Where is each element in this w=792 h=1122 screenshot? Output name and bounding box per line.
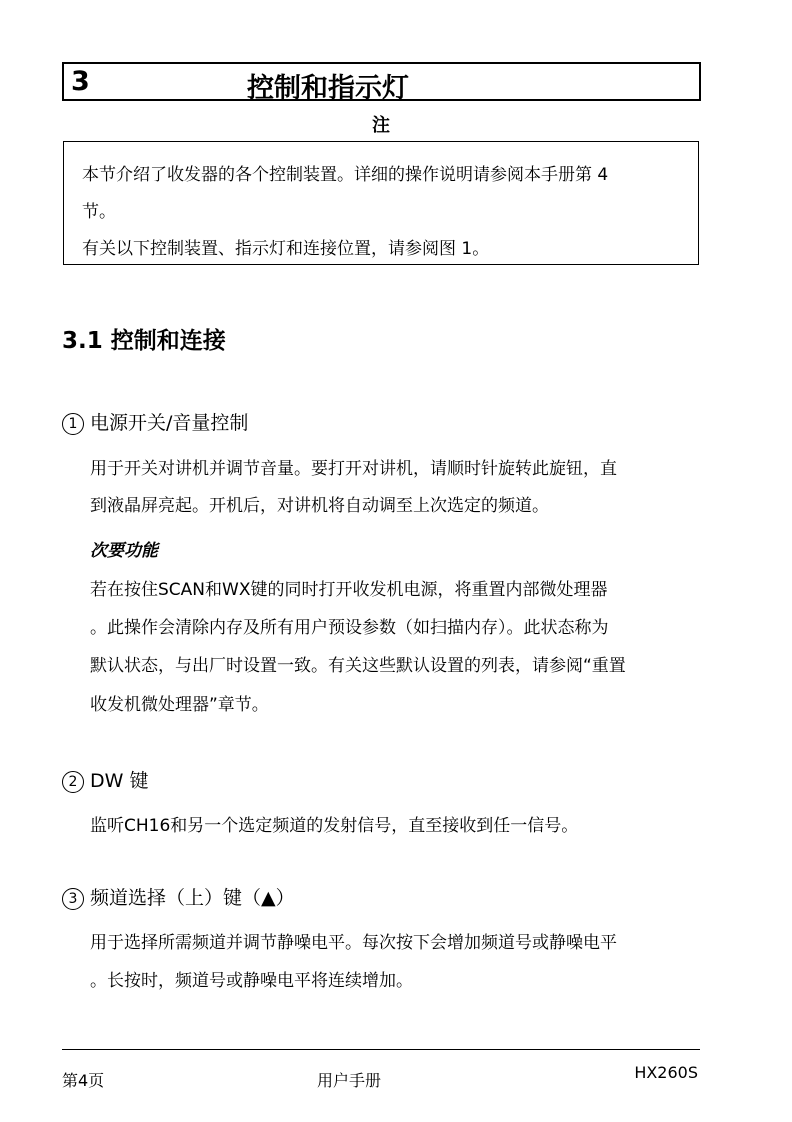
circled-number-marker: 2 — [62, 771, 84, 793]
body-line: 。长按时，频道号或静噪电平将连续增加。 — [90, 971, 413, 991]
footer-manual-title: 用户手册 — [317, 1071, 382, 1090]
item-heading-channel-up-key — [62, 883, 295, 910]
chapter-title-box — [62, 62, 701, 104]
chapter-number: 3 — [71, 66, 90, 97]
body-line: 。此操作会清除内存及所有用户预设参数（如扫描内存）。此状态称为 — [90, 618, 609, 638]
note-line: 有关以下控制装置、指示灯和连接位置，请参阅图 1。 — [82, 239, 490, 259]
item-heading-power-volume — [62, 408, 248, 435]
circled-number-marker: 1 — [62, 413, 84, 435]
body-line: 监听CH16和另一个选定频道的发射信号，直至接收到任一信号。 — [90, 816, 579, 836]
body-line: 默认状态，与出厂时设置一致。有关这些默认设置的列表，请参阅“重置 — [90, 656, 626, 676]
section-heading: 3.1 控制和连接 — [62, 328, 226, 354]
item-title: 电源开关/音量控制 — [90, 412, 249, 434]
footer-model: HX260S — [634, 1063, 698, 1082]
footer-page-number: 第4页 — [62, 1071, 105, 1090]
note-label: 注 — [372, 115, 390, 136]
sub-heading: 次要功能 — [90, 541, 158, 561]
body-line: 用于开关对讲机并调节音量。要打开对讲机，请顺时针旋转此旋钮，直 — [90, 459, 617, 479]
note-box — [63, 141, 699, 265]
note-line: 节。 — [82, 202, 116, 222]
note-line: 本节介绍了收发器的各个控制装置。详细的操作说明请参阅本手册第 4 — [82, 165, 609, 185]
chapter-title: 控制和指示灯 — [247, 73, 409, 104]
item-title: 频道选择（上）键（▲） — [90, 887, 295, 909]
item-title: DW 键 — [90, 770, 149, 792]
item-heading-dw-key — [62, 766, 148, 793]
circled-number-marker: 3 — [62, 888, 84, 910]
body-line: 用于选择所需频道并调节静噪电平。每次按下会增加频道号或静噪电平 — [90, 933, 617, 953]
body-line: 收发机微处理器”章节。 — [90, 695, 269, 715]
body-line: 若在按住SCAN和WX键的同时打开收发机电源，将重置内部微处理器 — [90, 580, 608, 600]
footer-divider — [62, 1049, 700, 1050]
body-line: 到液晶屏亮起。开机后，对讲机将自动调至上次选定的频道。 — [90, 496, 549, 516]
